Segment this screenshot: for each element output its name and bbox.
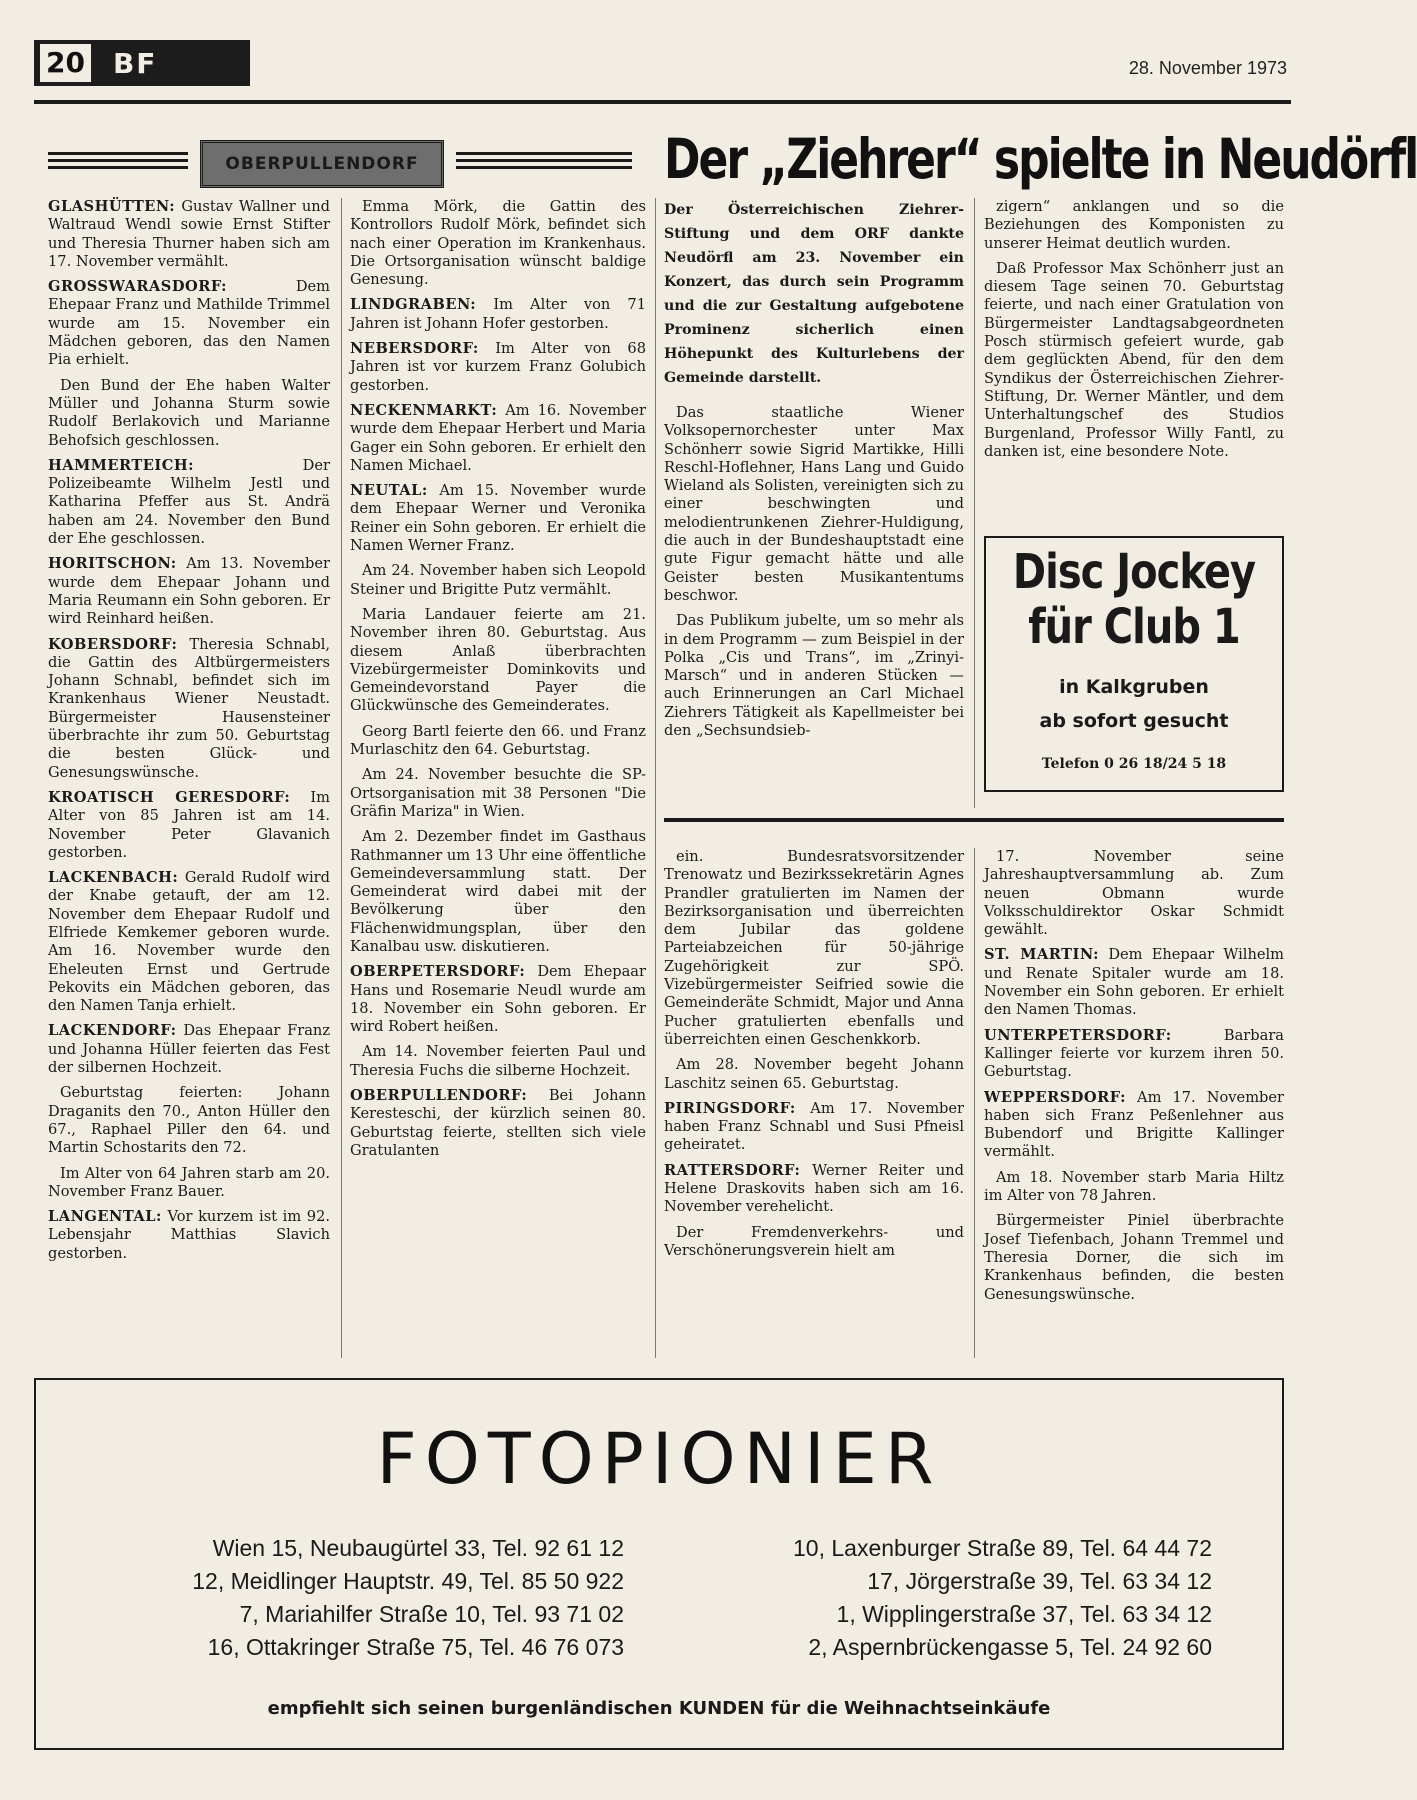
news-item xyxy=(48,457,330,548)
news-item xyxy=(664,404,964,605)
news-text: Barbara Kallinger feierte vor kurzem ihren 50. Geburtstag. xyxy=(984,1026,1284,1081)
news-text: Theresia Schnabl, die Gattin des Altbürgermeisters Johann Schnabl, befindet sich im Krankenhaus Wiener Neustadt. Bürgermeister Hausensteiner überbrachte ihr zum 50. Geburtstag die besten Glück- und Genesungswünsche. xyxy=(48,635,331,781)
news-item xyxy=(350,340,646,395)
place-name: PIRINGSDORF: xyxy=(664,1099,796,1117)
news-text: Geburtstag feierten: Johann Draganits den 70., Anton Hüller den 67., Raphael Piller den 64. und Martin Schostarits den 72. xyxy=(48,1084,330,1157)
dj-phone: Telefon 0 26 18/24 5 18 xyxy=(1041,756,1227,772)
news-item xyxy=(664,848,964,1049)
news-item xyxy=(350,766,646,821)
dj-line2: ab sofort gesucht xyxy=(1039,710,1229,732)
section-divider xyxy=(664,818,1284,822)
news-text: Das Ehepaar Franz und Johanna Hüller feierten das Fest der silbernen Hochzeit. xyxy=(48,1022,331,1077)
news-item xyxy=(48,198,330,271)
news-text: Im Alter von 71 Jahren ist Johann Hofer gestorben. xyxy=(350,296,646,332)
store-address: Wien 15, Neubaugürtel 33, Tel. 92 61 12 xyxy=(212,1535,624,1561)
store-address: 1, Wipplingerstraße 37, Tel. 63 34 12 xyxy=(836,1601,1212,1627)
news-text: Im Alter von 68 Jahren ist vor kurzem Franz Golubich gestorben. xyxy=(350,340,646,394)
news-item xyxy=(664,1056,964,1093)
place-name: HAMMERTEICH: xyxy=(48,456,195,474)
place-name: ST. MARTIN: xyxy=(984,946,1100,964)
news-item xyxy=(984,1027,1284,1082)
store-address: 12, Meidlinger Hauptstr. 49, Tel. 85 50 922 xyxy=(192,1568,624,1594)
page-number: 20 xyxy=(40,44,91,82)
place-name: OBERPETERSDORF: xyxy=(350,963,526,981)
column-rule xyxy=(974,848,975,1358)
dj-ad-text xyxy=(986,670,1282,738)
news-item xyxy=(48,789,330,862)
fotopionier-ad xyxy=(34,1378,1284,1750)
place-name: UNTERPETERSDORF: xyxy=(984,1026,1172,1044)
place-name: RATTERSDORF: xyxy=(664,1161,801,1179)
place-name: NECKENMARKT: xyxy=(350,401,498,419)
news-text: Am 28. November begeht Johann Laschitz seinen 65. Geburtstag. xyxy=(664,1056,964,1092)
news-text: Daß Professor Max Schönherr just an diesem Tage seinen 70. Geburtstag feierte, und nach einer Gratulation von Bürgermeister Landtagsabgeordneten Posch stürmisch gefeiert wurde, gab dem geglückten Abend, für den dem Syndikus der Österreichischen Ziehrer-Stiftung, Dr. Werner Mäntler, und dem Unterhaltungschef des Studios Burgenland, Professor Willy Fantl, zu danken ist, eine besondere Note. xyxy=(984,259,1284,460)
column-3-top xyxy=(664,404,964,747)
news-item xyxy=(48,278,330,369)
news-text: Das staatliche Wiener Volksopernorchester unter Max Schönherr sowie Sigrid Martikke, Hilli Reschl-Hoflehner, Hans Lang und Guido Wieland als Solisten, vereinigten sich zu einer beschwingten und melodientrunkenen Ziehrer-Huldigung, die auch in der Bundeshauptstadt eine gute Figur gemacht hätte und alle Geister besten Musikantentums beschwor. xyxy=(664,404,964,604)
news-item xyxy=(350,723,646,760)
section-banner xyxy=(200,140,444,188)
page-header-box xyxy=(34,40,250,86)
disc-jockey-ad xyxy=(984,536,1284,792)
place-name: KROATISCH GERESDORF: xyxy=(48,788,291,806)
news-item xyxy=(984,946,1284,1019)
news-item xyxy=(48,636,330,782)
news-text: Gustav Wallner und Waltraud Wendl sowie Ernst Stifter und Theresia Thurner haben sich am 17. November vermählt. xyxy=(48,198,331,270)
column-4-top xyxy=(984,198,1284,468)
news-text: Georg Bartl feierte den 66. und Franz Murlaschitz den 64. Geburtstag. xyxy=(350,722,646,759)
place-name: HORITSCHON: xyxy=(48,555,177,573)
news-text: zigern“ anklangen und so die Beziehungen des Komponisten zu unserer Heimat deutlich wurden. xyxy=(984,198,1284,252)
place-name: LACKENBACH: xyxy=(48,869,179,887)
news-text: Im Alter von 85 Jahren ist am 14. November Peter Glavanich gestorben. xyxy=(48,788,330,861)
column-rule xyxy=(974,198,975,808)
news-text: Vor kurzem ist im 92. Lebensjahr Matthias Slavich gestorben. xyxy=(48,1208,330,1262)
news-item xyxy=(350,606,646,716)
news-item xyxy=(984,1089,1284,1162)
dj-ad-title xyxy=(986,545,1282,655)
news-item xyxy=(984,1212,1284,1303)
news-item xyxy=(48,869,330,1015)
news-item xyxy=(48,1165,330,1202)
news-item xyxy=(48,555,330,628)
news-text: Dem Ehepaar Hans und Rosemarie Neudl wurde am 18. November ein Sohn geboren. Er wird Robert heißen. xyxy=(350,963,646,1036)
news-item xyxy=(350,1087,646,1160)
place-name: LACKENDORF: xyxy=(48,1022,177,1040)
news-text: ein. Bundesratsvorsitzender Trenowatz und Bezirkssekretärin Agnes Prandler gratulierten im Namen der Bezirksorganisation und überreichten dem Jubilar das goldene Parteiabzeichen für 50-jährige Zugehörigkeit zur SPÖ. Vizebürgermeister Seifried sowie die Gemeinderäte Schmidt, Major und Anna Pucher gratulierten ebenfalls und überreichten einen Geschenkkorb. xyxy=(664,848,964,1048)
news-text: Den Bund der Ehe haben Walter Müller und Johanna Sturm sowie Rudolf Berlakovich und Marianne Behofsich geschlossen. xyxy=(48,376,330,449)
place-name: WEPPERSDORF: xyxy=(984,1088,1126,1106)
fotopionier-addresses-right xyxy=(672,1532,1212,1664)
news-text: Emma Mörk, die Gattin des Kontrollors Rudolf Mörk, befindet sich nach einer Operation im Krankenhaus. Die Ortsorganisation wünscht baldige Genesung. xyxy=(350,198,646,289)
news-item xyxy=(350,402,646,475)
news-text: Am 17. November haben sich Franz Peßenlehner aus Bubendorf und Brigitte Kallinger vermählt. xyxy=(984,1088,1284,1161)
news-item xyxy=(48,1208,330,1263)
place-name: OBERPULLENDORF: xyxy=(350,1087,528,1105)
column-1 xyxy=(48,198,330,1270)
news-text: Dem Ehepaar Franz und Mathilde Trimmel wurde am 15. November ein Mädchen geboren, das den Namen Pia erhielt. xyxy=(48,278,330,369)
news-text: Am 18. November starb Maria Hiltz im Alter von 78 Jahren. xyxy=(984,1168,1284,1205)
news-item xyxy=(48,1084,330,1157)
fotopionier-addresses-left xyxy=(104,1532,624,1664)
news-text: Am 24. November haben sich Leopold Steiner und Brigitte Putz vermählt. xyxy=(350,562,646,598)
news-item xyxy=(664,612,964,740)
news-item xyxy=(664,1224,964,1261)
news-text: Am 24. November besuchte die SP-Ortsorganisation mit 38 Personen "Die Gräfin Mariza" in Wien. xyxy=(350,766,646,820)
store-address: 10, Laxenburger Straße 89, Tel. 64 44 72 xyxy=(793,1535,1212,1561)
news-text: Das Publikum jubelte, um so mehr als in dem Programm — zum Beispiel in der Polka „Cis und Trans“, im „Zrinyi-Marsch“ und in anderen Stücken — auch Erinnerungen an Carl Michael Ziehrers Tätigkeit als Kapellmeister bei den „Sechsundsieb- xyxy=(664,612,965,740)
news-text: Gerald Rudolf wird der Knabe getauft, der am 12. November dem Ehepaar Rudolf und Elfriede Kemkemer geboren wurde. Am 16. November wurde den Eheleuten Ernst und Gertrude Pekovits ein Mädchen geboren, das den Namen Tanja erhielt. xyxy=(48,869,331,1015)
dj-title-line2: für Club 1 xyxy=(1028,600,1240,656)
dj-title-line1: Disc Jockey xyxy=(1012,544,1256,600)
news-item xyxy=(350,198,646,289)
news-item xyxy=(350,828,646,956)
banner-lines-left xyxy=(48,152,188,174)
column-4-bottom xyxy=(984,848,1284,1311)
place-name: GLASHÜTTEN: xyxy=(48,198,176,215)
fotopionier-title: FOTOPIONIER xyxy=(376,1418,942,1500)
place-name: LINDGRABEN: xyxy=(350,296,477,314)
place-name: GROSSWARASDORF: xyxy=(48,278,228,296)
news-text: Dem Ehepaar Wilhelm und Renate Spitaler wurde am 18. November ein Sohn geboren. Er erhielt den Namen Thomas. xyxy=(984,946,1285,1019)
dj-line1: in Kalkgruben xyxy=(1059,676,1209,698)
store-address: 2, Aspernbrückengasse 5, Tel. 24 92 60 xyxy=(808,1634,1212,1660)
article-headline: Der „Ziehrer“ spielte in Neudörfl xyxy=(664,128,1417,192)
news-item xyxy=(984,848,1284,939)
news-item xyxy=(48,377,330,450)
store-address: 16, Ottakringer Straße 75, Tel. 46 76 073 xyxy=(207,1634,624,1660)
news-item xyxy=(664,1162,964,1217)
news-text: Im Alter von 64 Jahren starb am 20. November Franz Bauer. xyxy=(48,1164,330,1200)
news-text: Werner Reiter und Helene Draskovits haben sich am 16. November verehelicht. xyxy=(664,1161,965,1216)
section-banner-label: OBERPULLENDORF xyxy=(225,154,419,174)
news-text: Am 15. November wurde dem Ehepaar Werner und Veronika Reiner ein Sohn geboren. Er erhielt die Namen Werner Franz. xyxy=(350,482,646,555)
column-3-bottom xyxy=(664,848,964,1267)
news-item xyxy=(350,482,646,555)
place-name: KOBERSDORF: xyxy=(48,635,178,653)
news-item xyxy=(350,963,646,1036)
banner-lines-right xyxy=(456,152,632,174)
news-item xyxy=(984,198,1284,253)
news-item xyxy=(350,296,646,333)
place-name: NEUTAL: xyxy=(350,482,428,500)
news-text: Der Polizeibeamte Wilhelm Jestl und Katharina Pfeffer aus St. Andrä haben am 24. November den Bund der Ehe geschlossen. xyxy=(48,456,330,548)
news-item xyxy=(984,260,1284,461)
article-lead: Der Österreichischen Ziehrer-Stiftung und dem ORF dankte Neudörfl am 23. November ein Konzert, das durch sein Programm und die zur Gestaltung aufgebotene Prominenz sicherlich einen Höhepunkt des Kulturlebens der Gemeinde darstellt. xyxy=(664,202,964,386)
news-text: 17. November seine Jahreshauptversammlung ab. Zum neuen Obmann wurde Volksschuldirektor Oskar Schmidt gewählt. xyxy=(984,848,1284,939)
news-text: Am 14. November feierten Paul und Theresia Fuchs die silberne Hochzeit. xyxy=(350,1043,646,1079)
column-rule xyxy=(655,198,656,1358)
news-text: Am 13. November wurde dem Ehepaar Johann und Maria Reumann ein Sohn geboren. Er wird Reinhard heißen. xyxy=(48,555,330,628)
news-item xyxy=(48,1022,330,1077)
column-rule xyxy=(341,198,342,1358)
news-text: Der Fremdenverkehrs- und Verschönerungsverein hielt am xyxy=(664,1223,964,1259)
store-address: 17, Jörgerstraße 39, Tel. 63 34 12 xyxy=(867,1568,1212,1594)
place-name: LANGENTAL: xyxy=(48,1208,162,1226)
news-text: Am 17. November haben Franz Schnabl und Susi Pfneisl geheiratet. xyxy=(664,1099,964,1154)
section-code: BF xyxy=(112,46,158,80)
news-item xyxy=(350,562,646,599)
header-rule xyxy=(34,100,1291,104)
place-name: NEBERSDORF: xyxy=(350,340,479,358)
column-2 xyxy=(350,198,646,1167)
news-text: Bei Johann Keresteschi, der kürzlich seinen 80. Geburtstag feierte, stellten sich viele Gratulanten xyxy=(350,1087,646,1159)
news-text: Am 16. November wurde dem Ehepaar Herbert und Maria Gager ein Sohn geboren. Er erhielt den Namen Michael. xyxy=(350,401,646,474)
news-text: Am 2. Dezember findet im Gasthaus Rathmanner um 13 Uhr eine öffentliche Gemeindeversammlung statt. Der Gemeinderat wird dabei mit der Bevölkerung über den Flächenwidmungsplan, über den Kanalbau usw. diskutieren. xyxy=(350,828,646,955)
news-item xyxy=(664,1100,964,1155)
fotopionier-footer: empfiehlt sich seinen burgenländischen KUNDEN für die Weihnachtseinkäufe xyxy=(267,1698,1051,1719)
news-item xyxy=(350,1043,646,1080)
store-address: 7, Mariahilfer Straße 10, Tel. 93 71 02 xyxy=(239,1601,624,1627)
news-text: Bürgermeister Piniel überbrachte Josef Tiefenbach, Johann Tremmel und Theresia Dorner, die sich im Krankenhaus befinden, die besten Genesungswünsche. xyxy=(984,1212,1284,1303)
news-item xyxy=(984,1169,1284,1206)
issue-date: 28. November 1973 xyxy=(1128,58,1287,78)
news-text: Maria Landauer feierte am 21. November ihren 80. Geburtstag. Aus diesem Anlaß überbrachten Vizebürgermeister Dominkovits und Gemeindevorstand Payer die Glückwünsche des Gemeinderates. xyxy=(350,605,646,715)
